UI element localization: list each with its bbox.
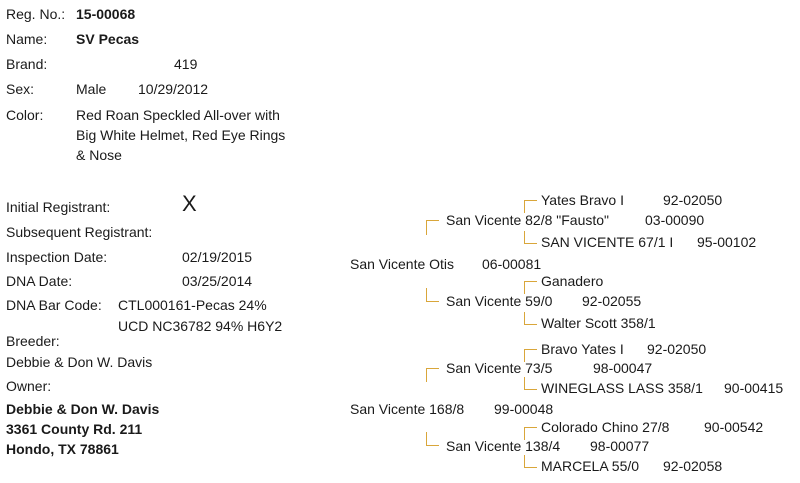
pedigree-dam-dam-sire-name: Colorado Chino 27/8 <box>541 419 670 435</box>
pedigree-dam-sire-dam-reg: 90-00415 <box>724 380 784 396</box>
pedigree-sire-sire-dam-reg: 95-00102 <box>697 234 757 250</box>
owner-line-2: 3361 County Rd. 211 <box>6 421 143 437</box>
initial-registrant-mark: X <box>182 191 197 216</box>
connector-line <box>524 231 537 244</box>
color-line-1: Red Roan Speckled All-over with <box>76 107 280 123</box>
subsequent-registrant-label: Subsequent Registrant: <box>6 224 153 240</box>
connector-line <box>524 200 537 213</box>
pedigree-sire-sire-sire-reg: 92-02050 <box>663 192 723 208</box>
dna-bar-code-label: DNA Bar Code: <box>6 297 102 313</box>
connector-line <box>426 368 439 382</box>
pedigree-dam-dam-name: San Vicente 138/4 <box>446 438 561 454</box>
owner-line-1: Debbie & Don W. Davis <box>6 401 160 417</box>
pedigree-dam-sire-reg: 98-00047 <box>593 360 653 376</box>
sex-value: Male <box>76 81 107 97</box>
pedigree-dam-sire-sire-name: Bravo Yates I <box>541 341 624 357</box>
pedigree-dam-name: San Vicente 168/8 <box>350 401 465 417</box>
brand-value: 419 <box>174 56 198 72</box>
pedigree-dam-reg: 99-00048 <box>494 401 554 417</box>
reg-no-label: Reg. No.: <box>6 6 66 22</box>
connector-line <box>524 427 537 440</box>
pedigree-sire-sire-sire-name: Yates Bravo I <box>541 192 625 208</box>
pedigree-sire-name: San Vicente Otis <box>350 256 455 272</box>
pedigree-sire-reg: 06-00081 <box>482 256 542 272</box>
pedigree-sire-dam-sire-name: Ganadero <box>541 273 604 289</box>
pedigree-dam-sire-name: San Vicente 73/5 <box>446 360 553 376</box>
owner-label: Owner: <box>6 378 52 394</box>
owner-line-3: Hondo, TX 78861 <box>6 441 119 457</box>
pedigree-dam-dam-reg: 98-00077 <box>590 438 650 454</box>
breeder-label: Breeder: <box>6 333 60 349</box>
pedigree-sire-dam-name: San Vicente 59/0 <box>446 293 553 309</box>
connector-line <box>426 288 439 302</box>
color-line-3: & Nose <box>76 147 122 163</box>
pedigree-sire-sire-dam-name: SAN VICENTE 67/1 I <box>541 234 674 250</box>
connector-line <box>524 312 537 325</box>
connector-line <box>524 455 537 468</box>
pedigree-sire-dam-dam-name: Walter Scott 358/1 <box>541 315 656 331</box>
pedigree-dam-dam-dam-name: MARCELA 55/0 <box>541 458 640 474</box>
pedigree-sire-sire-reg: 03-00090 <box>645 212 705 228</box>
pedigree-dam-dam-dam-reg: 92-02058 <box>663 458 723 474</box>
pedigree-sire-sire-name: San Vicente 82/8 "Fausto" <box>446 212 610 228</box>
name-label: Name: <box>6 31 48 47</box>
dna-bar-code-line-1: CTL000161-Pecas 24% <box>118 297 267 313</box>
color-line-2: Big White Helmet, Red Eye Rings <box>76 127 286 143</box>
inspection-date-label: Inspection Date: <box>6 249 108 265</box>
pedigree-sire-dam-reg: 92-02055 <box>582 293 642 309</box>
dna-date-label: DNA Date: <box>6 273 73 289</box>
pedigree-dam-dam-sire-reg: 90-00542 <box>704 419 764 435</box>
initial-registrant-label: Initial Registrant: <box>6 199 111 215</box>
reg-no-value: 15-00068 <box>76 6 136 22</box>
pedigree-dam-sire-dam-name: WINEGLASS LASS 358/1 <box>541 380 703 396</box>
brand-label: Brand: <box>6 56 48 72</box>
connector-line <box>426 220 439 235</box>
pedigree-dam-sire-sire-reg: 92-02050 <box>647 341 707 357</box>
connector-line <box>426 432 439 446</box>
name-value: SV Pecas <box>76 31 140 47</box>
connector-line <box>524 281 537 294</box>
dna-bar-code-line-2: UCD NC36782 94% H6Y2 <box>118 318 283 334</box>
connector-line <box>524 377 537 390</box>
inspection-date-value: 02/19/2015 <box>182 249 253 265</box>
birth-date-value: 10/29/2012 <box>138 81 209 97</box>
dna-date-value: 03/25/2014 <box>182 273 253 289</box>
color-label: Color: <box>6 107 44 123</box>
connector-line <box>524 349 537 362</box>
breeder-value: Debbie & Don W. Davis <box>6 354 153 370</box>
sex-label: Sex: <box>6 81 35 97</box>
